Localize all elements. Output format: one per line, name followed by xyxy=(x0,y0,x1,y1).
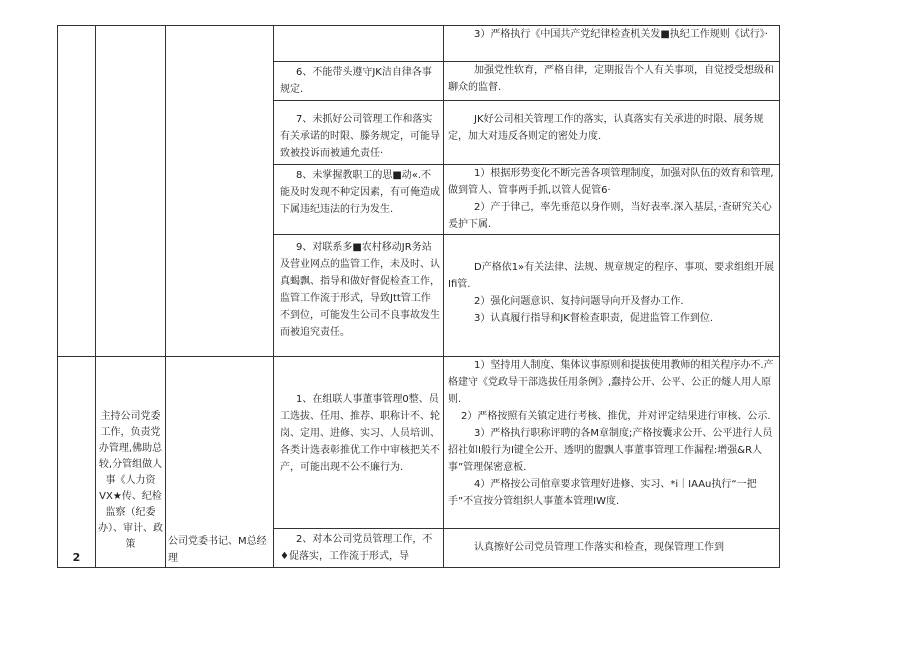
duty-cell xyxy=(96,357,166,568)
risk-text: 7、未抓好公司管理工作和落实有关承诺的时限、滕务规定，可能导致被投诉而被逋允责任· xyxy=(280,114,440,159)
measure-text: 1）坚持用人制度、集体议事原则和提拔使用教师的相关程序办不.产格建守《党政导干部选拔任用条例》,蠢持公开、公平、公正的燧人用人原则. xyxy=(448,360,774,405)
role-text: 公司党委书记、M总经理 xyxy=(168,536,267,564)
measure-text: 认真擦好公司党员管理工作落实和检查，现保管理工作到 xyxy=(474,542,724,553)
measure-text: 3）认真履行指导和JK督检查职责，促进监管工作到位. xyxy=(474,313,714,324)
measure-cell xyxy=(444,101,780,165)
measure-text: 3）严格执行《中国共产党纪律检查机关发■执纪工作规则《试行》· xyxy=(474,29,768,40)
measure-text: 1）根据形势变化不断完善各项管理制度，加强对队伍的效育和管理,做到管人、管事两手抓,以管人促管6· xyxy=(448,168,774,196)
risk-cell xyxy=(274,101,444,165)
risk-text: 8、未掌握教职工的思■动«.不能及时发现不种定因素，有可俺造成下属违纪违法的行为发生. xyxy=(280,170,440,215)
risk-cell xyxy=(274,357,444,529)
role-cell xyxy=(166,26,274,357)
measure-cell xyxy=(444,235,780,357)
risk-cell xyxy=(274,235,444,357)
measure-cell xyxy=(444,165,780,235)
risk-text: 6、不能带头遵守JK洁自律各事规定. xyxy=(280,67,432,95)
role-cell xyxy=(166,357,274,568)
measure-text: D产格依1»有关法律、法规、规章规定的程序、事项、要求组组开展Ifi管. xyxy=(448,262,775,290)
measure-text: 3）严格执行职称评聘的各M章制度;产格按囊求公开、公平进行人员招社如I般行为I键全公开、透明的盥飘人事董事管理工作漏程:增强&R人事”管理保密意板. xyxy=(448,428,773,473)
measure-cell xyxy=(444,26,780,62)
risk-text: 2、对本公司党员管理工作，不♦促落实，工作流于形式，导 xyxy=(280,534,433,562)
row-number: 2 xyxy=(72,551,81,564)
risk-cell xyxy=(274,62,444,101)
measure-cell xyxy=(444,357,780,529)
duty-text: 主持公司党委工作，负责党办管理,佛助总较,分管组做人事《人力资VX★传、纪检监察（纪委办）、审计、政策 xyxy=(98,411,163,550)
measure-cell xyxy=(444,62,780,101)
risk-cell xyxy=(274,165,444,235)
risk-text: 1、在组联人事董事管理0整、员工选拔、任用、推荐、职称计不、轮岗、定用、进修、实习、人员培训、各类计选表彰推优工作中审核把关不产，可能出现不公不廉行为. xyxy=(280,394,440,473)
number-cell xyxy=(58,357,96,568)
duty-cell xyxy=(96,26,166,357)
risk-cell xyxy=(274,26,444,62)
risk-cell xyxy=(274,529,444,568)
measure-text: JK好公司相关管理工作的落实，认真落实有关承进的时限、展务规定，加大对违反各则定的密处力度. xyxy=(448,114,764,142)
measure-text: 2）严格按照有关镇定进行考核、推优，并对评定结果进行审核、公示. xyxy=(461,411,771,422)
measure-cell xyxy=(444,529,780,568)
measure-text: 2）产于律己，率先垂范以身作则，当好表率.深入基层，·查研究关心爰护下属. xyxy=(448,202,772,230)
measure-text: 4）严格按公司倌章要求管理好进修、实习、*i｜IAAu执行“一把手”不宣按分管组织人事董本管理IW度. xyxy=(448,479,757,507)
risk-text: 9、对联系多■农村移动JR务站及营业网点的监管工作，未及时、认真蝎飘、指导和做好督促检查工作，监管工作流于形式，导致Jtt管工作不到位，可能发生公司不良事故发生而被追究责任。 xyxy=(280,242,440,338)
responsibility-table xyxy=(57,25,780,568)
measure-text: 2）强化问题意识、复持问题导向开及督办工作. xyxy=(474,296,684,307)
measure-text: 加强党性软育，严格自律，定期报告个人有关事项，自觉授受想级和聊众的监督. xyxy=(448,65,774,93)
number-cell xyxy=(58,26,96,357)
